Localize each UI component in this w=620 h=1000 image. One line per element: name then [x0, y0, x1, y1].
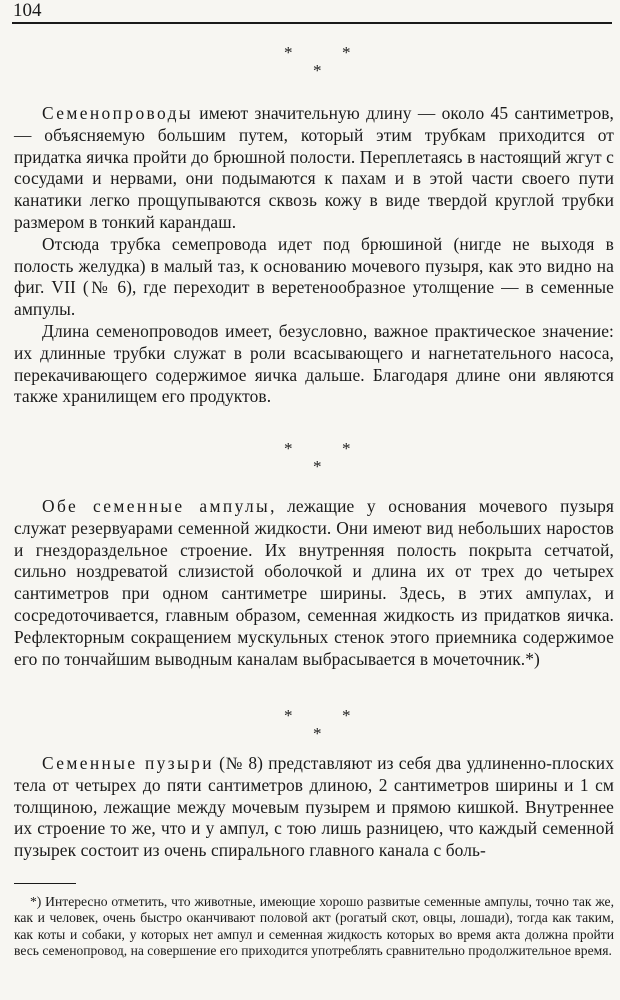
paragraph: Отсюда трубка семепровода идет под брюшиной (нигде не выходя в полость желудка) в малый таз, к основанию мочевого пузыря, как это видно на фиг. VII (№ 6), где переходит в веретенообразное утолщение — в семенные ампулы.: [14, 233, 614, 320]
paragraph-text: (№ 8) представляют из себя два удлиненно-плоских тела от четырех до пяти сантиметров длиною, 2 сантиметров ширины и 1 см толщиною, лежащие между мочевым пузырем и прямою кишкой. Внутреннее их строение то же, что и у ампул, с тою лишь разницею, что каждый семенной пузырек состоит из очень спирального главного канала с боль-: [14, 753, 614, 861]
header-rule: [12, 22, 612, 24]
paragraph: [14, 496, 614, 670]
section-lead: Семенные пузыри: [42, 753, 214, 773]
asterism-star: *: [342, 43, 351, 62]
asterism-star: *: [313, 61, 322, 80]
page-number: 104: [13, 0, 42, 21]
paragraph-text: , лежащие у основания мочевого пузыря служат резервуарами семенной жидкости. Они имеют вид небольших наростов и гнездораздельное строение. Их внутренняя полость покрыта сетчатой, сильно ноздреватой слизистой оболочкой и длина их от трех до четырех сантиметров при одном сантиметре ширины. Здесь, в этих ампулах, и сосредоточивается, главным образом, семенная жидкость из придатков яичка. Рефлекторным сокращением мускульных стенок этого приемника содержимое его по тончайшим выводным каналам выбрасывается в мочеточник.*): [14, 496, 615, 669]
asterism-star: *: [342, 439, 351, 458]
footnote-rule: [14, 883, 76, 884]
asterism-divider: [14, 44, 614, 80]
paragraph: Длина семенопроводов имеет, безусловно, важное практическое значение: их длинные трубки служат в роли всасывающего и нагнетательного насоса, перекачивающего содержимое яичка дальше. Благодаря длине они являются также хранилищем его продуктов.: [14, 320, 614, 407]
section-lead: Обе семенные ампулы: [42, 496, 271, 516]
footnote-text: *) Интересно отметить, что животные, имеющие хорошо развитые семенные ампулы, точно так же, как и человек, очень быстро оканчивают половой акт (рогатый скот, овцы, лошади), тогда как таким, как коты и собаки, у которых нет ампул и семенная жидкость которых во время акта должна пройти весь семенопровод, на совершение его приходится употреблять сравнительно продолжительное время.: [14, 894, 614, 959]
paragraph-text: имеют значительную длину — около 45 сантиметров, — объясняемую большим путем, который этим трубкам приходится от придатка яичка пройти до брюшной полости. Переплетаясь в настоящий жгут с сосудами и нервами, они подымаются к пахам и в этой части своего пути канатики легко прощупываются сквозь кожу в виде твердой круглой трубки размером в тонкий карандаш.: [14, 103, 614, 232]
asterism-star: *: [342, 706, 351, 725]
asterism-star: *: [284, 43, 293, 62]
asterism-divider: [14, 440, 614, 476]
section-lead: Семенопроводы: [42, 103, 193, 123]
section-seminal-vesicles: [14, 753, 614, 862]
section-seminal-ampullae: [14, 496, 614, 670]
asterism-star: *: [284, 706, 293, 725]
footnote: [14, 894, 614, 960]
asterism-star: *: [313, 457, 322, 476]
section-seminal-ducts: [14, 103, 614, 408]
asterism-star: *: [284, 439, 293, 458]
asterism-divider: [14, 707, 614, 743]
asterism-star: *: [313, 724, 322, 743]
paragraph: [14, 753, 614, 862]
paragraph: [14, 103, 614, 234]
